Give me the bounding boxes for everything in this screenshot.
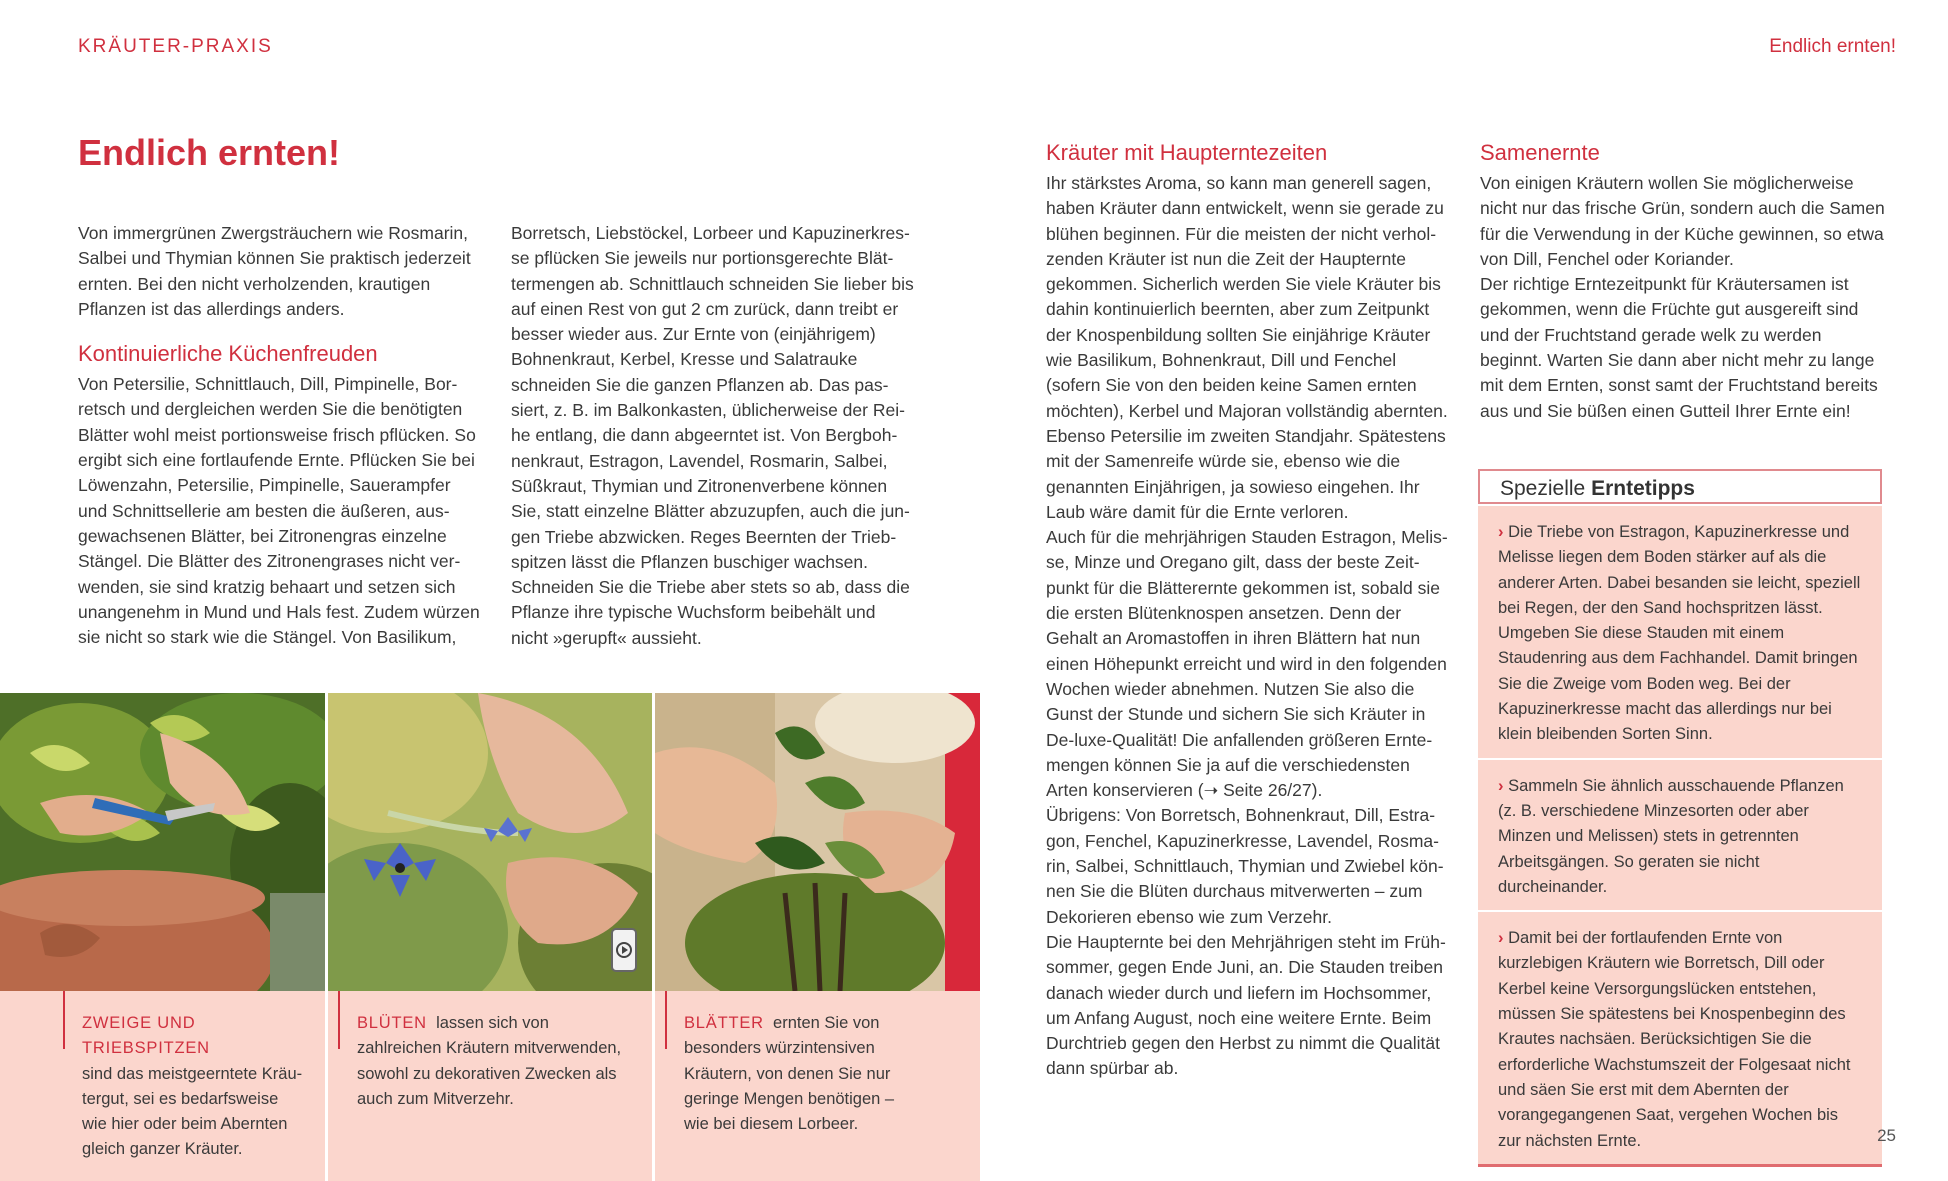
column-4 <box>1480 139 1885 424</box>
caption-rule <box>63 991 65 1049</box>
body-paragraph: Borretsch, Liebstöckel, Lorbeer und Kapuzinerkresse pflücken Sie jeweils nur portionsgerechte Blättermengen ab. Schnittlauch schneiden Sie lieber bis auf einen Rest von gut 2 cm zurück, dann treibt er besser wieder aus. Zur Ernte von (einjährigem) Bohnenkraut, Kerbel, Kresse und Salatrauke schneiden Sie die ganzen Pflanzen ab. Das passiert, z. B. im Balkonkasten, üblicherweise der Reihe entlang, die dann abgeerntet ist. Von Bergbohnenkraut, Estragon, Lavendel, Rosmarin, Salbei, Süßkraut, Thymian und Zitronenverbene können Sie, statt einzelne Blätter abzuzupfen, auch die jungen Triebe abzwicken. Reges Beernten der Triebspitzen lässt die Pflanzen buschiger wachsen. Schneiden Sie die Triebe aber stets so ab, dass die Pflanze ihre typische Wuchsform beibehält und nicht »gerupft« aussieht. <box>511 223 914 648</box>
body-paragraph: Von einigen Kräutern wollen Sie möglicherweise nicht nur das frische Grün, sondern auch die Samen für die Verwendung in der Küche gewinnen, so etwa von Dill, Fenchel oder Koriander. <box>1480 173 1885 269</box>
tip-text: Die Triebe von Estragon, Kapuzinerkresse und Melisse liegen dem Boden stärker auf als die anderer Arten. Dabei besanden sie leicht, speziell bei Regen, der den Sand hochspritzen lässt. Umgeben Sie diese Stauden mit einem Staudenring aus dem Fachhandel. Damit bringen Sie die Zweige vom Boden weg. Bei der Kapuzinerkresse macht das allerdings nur bei klein bleibenden Sorten Sinn. <box>1498 523 1861 744</box>
body-paragraph: Auch für die mehrjährigen Stauden Estragon, Melisse, Minze und Oregano gilt, dass der beste Zeitpunkt für die Blätterernte gekommen ist, sobald sie die ersten Blütenknospen ansetzen. Denn der Gehalt an Aromastoffen in ihren Blättern hat nun einen Höhepunkt erreicht und wird in den folgenden Wochen wieder abnehmen. Nutzen Sie also die Gunst der Stunde und sichern Sie sich Kräuter in De-luxe-Qualität! Die anfallenden größeren Erntemengen können Sie ja auf die verschiedensten Arten konservieren (➝ Seite 26/27). <box>1046 527 1448 801</box>
chevron-right-icon: › <box>1498 776 1504 795</box>
column-2 <box>511 221 916 651</box>
column-3 <box>1046 139 1454 1082</box>
tipbox-title <box>1478 469 1882 504</box>
tip-item <box>1478 760 1882 912</box>
caption-text: lassen sich von zahlreichen Kräutern mitverwenden, sowohl zu dekorativen Zwecken als auch zum Mitverzehr. <box>357 1014 622 1108</box>
caption-text: ernten Sie von besonders würzintensiven Kräutern, von denen Sie nur geringe Mengen benötigen – wie bei diesem Lorbeer. <box>684 1014 895 1134</box>
caption-1 <box>0 991 325 1181</box>
body-paragraph: Übrigens: Von Borretsch, Bohnenkraut, Dill, Estragon, Fenchel, Kapuzinerkresse, Lavendel, Rosmarin, Salbei, Schnittlauch, Thymian und Zwiebel können Sie die Blüten durchaus mitverwerten – zum Dekorieren ebenso wie zum Verzehr. <box>1046 805 1444 927</box>
caption-rule <box>665 991 667 1049</box>
tip-text: Damit bei der fortlaufenden Ernte von kurzlebigen Kräutern wie Borretsch, Dill oder Kerbel keine Versorgungslücken entstehen, müssen Sie spätestens bei Knospenbeginn des Krautes nachsäen. Berücksichtigen Sie die erforderliche Wachstumszeit der Folgesaat nicht und säen Sie erst mit dem Abernten der vorangegangenen Saat, vergehen Wochen bis zur nächsten Ernte. <box>1498 929 1851 1150</box>
tipbox-title-bold: Erntetipps <box>1591 477 1695 500</box>
section-heading-samenernte: Samenernte <box>1480 140 1600 165</box>
body-paragraph: Von Petersilie, Schnittlauch, Dill, Pimpinelle, Borretsch und dergleichen werden Sie die benötigten Blätter wohl meist portionsweise frisch pflücken. So ergibt sich eine fortlaufende Ernte. Pflücken Sie bei Löwenzahn, Petersilie, Pimpinelle, Sauerampfer und Schnittsellerie am besten die äußeren, ausgewachsenen Blätter, bei Zitronengras einzelne Stängel. Die Blätter des Zitronengrases nicht verwenden, sie sind kratzig behaart und setzen sich unangenehm in Mund und Hals fest. Zudem würzen sie nicht so stark wie die Stängel. Von Basilikum, <box>78 374 480 648</box>
caption-2 <box>328 991 652 1181</box>
caption-label: ZWEIGE UND TRIEBSPITZEN <box>82 1014 210 1058</box>
chapter-header: Endlich ernten! <box>1769 36 1896 57</box>
body-paragraph: Der richtige Erntezeitpunkt für Kräutersamen ist gekommen, wenn die Früchte gut ausgereift sind und der Fruchtstand gerade welk zu werden beginnt. Warten Sie dann aber nicht mehr zu lange mit dem Ernten, sonst samt der Fruchtstand bereits aus und Sie büßen einen Gutteil Ihrer Ernte ein! <box>1480 274 1878 421</box>
photo-borage-flowers <box>328 693 652 991</box>
section-heading-haupterntezeiten: Kräuter mit Haupterntezeiten <box>1046 140 1328 165</box>
chevron-right-icon: › <box>1498 523 1504 541</box>
tip-item <box>1478 506 1882 760</box>
photo-pruning-shears <box>0 693 325 991</box>
caption-label: BLÄTTER <box>684 1014 764 1032</box>
photo-bay-leaves <box>655 693 980 991</box>
column-1 <box>78 221 483 650</box>
caption-rule <box>338 991 340 1049</box>
tipbox-title-light: Spezielle <box>1500 477 1586 500</box>
body-paragraph: Ihr stärkstes Aroma, so kann man generell sagen, haben Kräuter dann entwickelt, wenn sie gerade zu blühen beginnen. Für die meisten der nicht verholzenden Kräuter ist nun die Zeit der Haupternte gekommen. Sicherlich werden Sie viele Kräuter bis dahin kontinuierlich beernten, aber zum Zeitpunkt der Knospenbildung sollten Sie einjährige Kräuter wie Basilikum, Bohnenkraut, Dill und Fenchel (sofern Sie von den beiden keine Samen ernten möchten), Kerbel und Majoran vollständig abernten. Ebenso Petersilie im zweiten Standjahr. Spätestens mit der Samenreife würde sie, ebenso wie die genannten Einjährigen, ja sowieso eingehen. Ihr Laub wäre damit für die Ernte verloren. <box>1046 173 1448 522</box>
tip-text: Sammeln Sie ähnlich ausschauende Pflanzen (z. B. verschiedene Minzesorten oder aber Minzen und Melissen) stets in getrennten Arbeitsgängen. So geraten sie nicht durcheinander. <box>1498 776 1844 896</box>
page-number: 25 <box>1877 1126 1896 1145</box>
body-paragraph: Die Haupternte bei den Mehrjährigen steht im Frühsommer, gegen Ende Juni, an. Die Stauden treiben danach wieder durch und liefern im Hochsommer, um Anfang August, noch eine weitere Ernte. Beim Durchtrieb gegen den Herbst zu nimmt die Qualität dann spürbar ab. <box>1046 931 1446 1079</box>
caption-3 <box>655 991 980 1181</box>
section-heading-kontinuierlich: Kontinuierliche Küchenfreuden <box>78 341 378 367</box>
caption-text: sind das meistgeerntete Kräutergut, sei es bedarfsweise wie hier oder beim Abernten gleich ganzer Kräuter. <box>82 1064 303 1159</box>
caption-label: BLÜTEN <box>357 1014 427 1032</box>
tip-item <box>1478 912 1882 1167</box>
section-header: KRÄUTER-PRAXIS <box>78 36 273 57</box>
intro-paragraph: Von immergrünen Zwergsträuchern wie Rosmarin, Salbei und Thymian können Sie praktisch jederzeit ernten. Bei den nicht verholzenden, krautigen Pflanzen ist das allerdings anders. <box>78 223 471 319</box>
tipbox <box>1478 506 1882 1167</box>
chevron-right-icon: › <box>1498 929 1504 948</box>
page-title: Endlich ernten! <box>78 132 341 173</box>
